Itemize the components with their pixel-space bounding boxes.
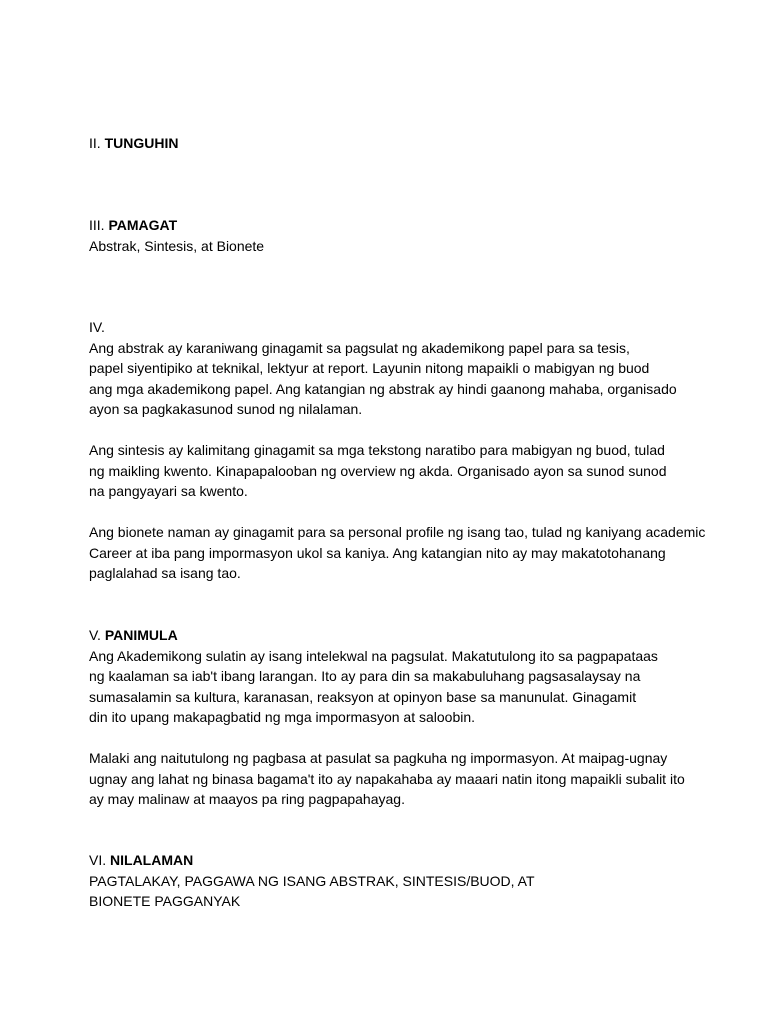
section-nilalaman	[89, 850, 764, 912]
text-line: ugnay ang lahat ng binasa bagama't ito ay napakahaba ay maaari natin itong mapaikli subalit ito	[89, 770, 685, 787]
paragraph-sintesis	[89, 440, 764, 502]
paragraph-abstrak	[89, 338, 764, 420]
text-line: BIONETE PAGGANYAK	[89, 893, 241, 909]
text-line: ay may malinaw at maayos pa ring pagpapahayag.	[89, 791, 405, 807]
text-line: paglalahad sa isang tao.	[89, 565, 241, 581]
section-title: PANIMULA	[104, 627, 178, 643]
section-title: PAMAGAT	[108, 217, 178, 233]
text-line: ng kaalaman sa iab't ibang larangan. Ito ay para din sa makabuluhang pagsasalaysay na	[89, 668, 641, 684]
text-line: Ang sintesis ay kalimitang ginagamit sa mga tekstong naratibo para mabigyan ng buod, tulad	[89, 442, 665, 458]
text-line: ayon sa pagkakasunod sunod ng nilalaman.	[89, 401, 363, 417]
paragraph-pagbasa-pasulat	[89, 748, 764, 810]
text-line: din ito upang makapagbatid ng mga impormasyon at saloobin.	[89, 709, 476, 725]
section-pamagat	[89, 215, 764, 256]
section-panimula	[89, 625, 764, 810]
section-heading	[89, 625, 764, 646]
text-line: Malaki ang naitutulong ng pagbasa at pasulat sa pagkuha ng impormasyon. At maipag-ugnay	[89, 750, 668, 766]
paragraph-akademikong-sulatin	[89, 646, 764, 728]
section-iv	[89, 317, 764, 584]
text-line: ang mga akademikong papel. Ang katangian ng abstrak ay hindi gaanong mahaba, organisado	[89, 380, 677, 397]
section-heading	[89, 850, 764, 871]
section-title: NILALAMAN	[110, 852, 194, 868]
text-line: Ang bionete naman ay ginagamit para sa personal profile ng isang tao, tulad ng kaniyang academic	[89, 524, 706, 540]
section-title: TUNGUHIN	[104, 135, 179, 151]
section-number: IV.	[89, 319, 105, 335]
text-line: Career at iba pang impormasyon ukol sa kaniya. Ang katangian nito ay may makatotohanang	[89, 544, 666, 561]
section-number: V.	[89, 627, 101, 643]
section-number: VI.	[89, 852, 107, 868]
section-subtitle: Abstrak, Sintesis, at Bionete	[89, 237, 265, 254]
text-line: sumasalamin sa kultura, karanasan, reaksyon at opinyon base sa manunulat. Ginagamit	[89, 688, 637, 705]
paragraph-bionete	[89, 522, 764, 584]
section-heading	[89, 133, 764, 154]
section-heading	[89, 215, 764, 236]
text-line: Ang Akademikong sulatin ay isang intelekwal na pagsulat. Makatutulong ito sa pagpapataas	[89, 647, 658, 664]
text-line: ng maikling kwento. Kinapapalooban ng overview ng akda. Organisado ayon sa sunod sunod	[89, 462, 667, 479]
section-tunguhin	[89, 133, 764, 154]
text-line: Ang abstrak ay karaniwang ginagamit sa pagsulat ng akademikong papel para sa tesis,	[89, 339, 630, 356]
section-number: II.	[89, 135, 101, 151]
section-number: III.	[89, 217, 105, 233]
text-line: papel siyentipiko at teknikal, lektyur at report. Layunin nitong mapaikli o mabigyan ng buod	[89, 360, 650, 376]
text-line: PAGTALAKAY, PAGGAWA NG ISANG ABSTRAK, SINTESIS/BUOD, AT	[89, 872, 535, 889]
text-line: na pangyayari sa kwento.	[89, 483, 248, 499]
